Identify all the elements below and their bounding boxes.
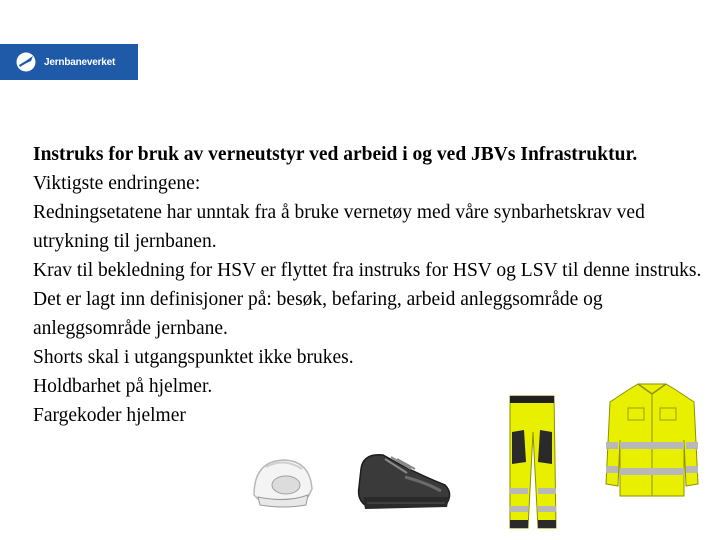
hi-vis-trousers-icon <box>504 392 562 532</box>
jernbaneverket-logo <box>0 44 138 80</box>
change-item: Krav til bekledning for HSV er flyttet fra instruks for HSV og LSV til denne instruks. <box>33 260 702 281</box>
logo-arrow-icon <box>16 52 36 72</box>
slide-subheading: Viktigste endringene: <box>33 173 201 194</box>
change-item: Fargekoder hjelmer <box>33 405 186 426</box>
safety-shoe-icon <box>355 447 455 515</box>
logo-text: Jernbaneverket <box>44 56 116 68</box>
change-item: Shorts skal i utgangspunktet ikke brukes. <box>33 347 354 368</box>
change-item: Det er lagt inn definisjoner på: besøk, befaring, arbeid anleggsområde og anleggsområde jernbane. <box>33 289 603 339</box>
slide-heading: Instruks for bruk av verneutstyr ved arbeid i og ved JBVs Infrastruktur. <box>33 144 638 165</box>
change-item: Holdbarhet på hjelmer. <box>33 376 213 397</box>
helmet-icon <box>246 455 318 510</box>
hi-vis-jacket-icon <box>604 380 700 500</box>
change-item: Redningsetatene har unntak fra å bruke vernetøy med våre synbarhetskrav ved utrykning til jernbanen. <box>33 202 645 252</box>
